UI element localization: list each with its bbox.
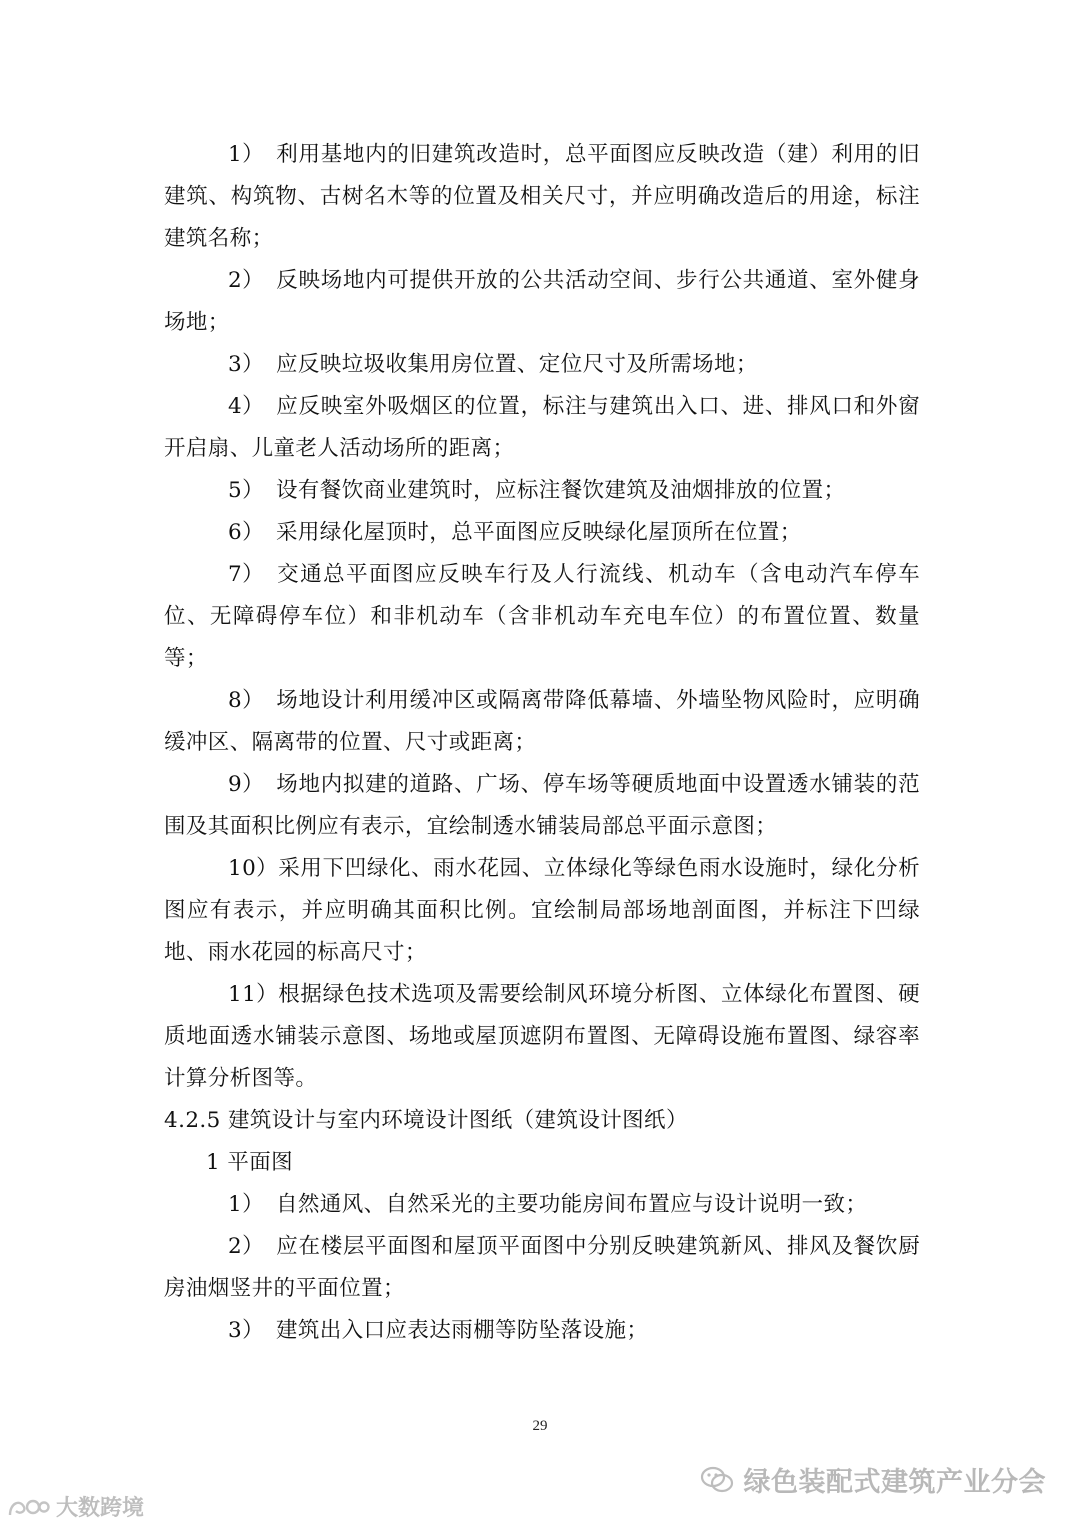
list-item-paragraph: [164, 764, 920, 848]
item-number: 4）: [228, 394, 264, 419]
item-text: 自然通风、自然采光的主要功能房间布置应与设计说明一致；: [276, 1192, 868, 1217]
list-item: [164, 470, 920, 512]
item-text: 根据绿色技术选项及需要绘制风环境分析图、立体绿化布置图、硬质地面透水铺装示意图、场地或屋顶遮阴布置图、无障碍设施布置图、绿容率计算分析图等。: [164, 982, 920, 1091]
item-text: 建筑出入口应表达雨棚等防坠落设施；: [276, 1318, 649, 1343]
document-body: [164, 134, 920, 1352]
list-item: [164, 344, 920, 386]
item-number: 3）: [228, 1318, 264, 1343]
list-item: [164, 386, 920, 470]
list-item-paragraph: [164, 1226, 920, 1310]
list-item-paragraph: [164, 974, 920, 1100]
list-item-paragraph: [164, 554, 920, 680]
item-number: 3）: [228, 352, 264, 377]
item-text: 采用下凹绿化、雨水花园、立体绿化等绿色雨水设施时，绿化分析图应有表示，并应明确其面积比例。宜绘制局部场地剖面图，并标注下凹绿地、雨水花园的标高尺寸；: [164, 856, 920, 965]
item-text: 采用绿化屋顶时，总平面图应反映绿化屋顶所在位置；: [276, 520, 802, 545]
watermark-text: 大数跨境: [56, 1496, 145, 1521]
list-item-paragraph: [164, 512, 920, 554]
page-number: 29: [532, 1418, 548, 1434]
item-number: 6）: [228, 520, 264, 545]
item-text: 交通总平面图应反映车行及人行流线、机动车（含电动汽车停车位、无障碍停车位）和非机动车（含非机动车充电车位）的布置位置、数量等；: [164, 562, 920, 671]
item-number: 7）: [228, 562, 264, 587]
list-item: [164, 764, 920, 848]
item-text: 场地内拟建的道路、广场、停车场等硬质地面中设置透水铺装的范围及其面积比例应有表示，宜绘制透水铺装局部总平面示意图；: [164, 772, 920, 839]
item-number: 11）: [228, 982, 279, 1007]
list-item: [164, 848, 920, 974]
list-item: [164, 512, 920, 554]
list-item-paragraph: [164, 344, 920, 386]
list-item-paragraph: [164, 134, 920, 260]
list-item: [164, 680, 920, 764]
item-text: 场地设计利用缓冲区或隔离带降低幕墙、外墙坠物风险时，应明确缓冲区、隔离带的位置、尺寸或距离；: [164, 688, 920, 755]
item-text: 利用基地内的旧建筑改造时，总平面图应反映改造（建）利用的旧建筑、构筑物、古树名木等的位置及相关尺寸，并应明确改造后的用途，标注建筑名称；: [164, 142, 920, 251]
item-text: 反映场地内可提供开放的公共活动空间、步行公共通道、室外健身场地；: [164, 268, 920, 335]
list-item-paragraph: [164, 260, 920, 344]
item-number: 2）: [228, 1234, 264, 1259]
item-text: 设有餐饮商业建筑时，应标注餐饮建筑及油烟排放的位置；: [276, 478, 846, 503]
watermark-source: [6, 1491, 144, 1522]
watermark-wechat: [700, 1460, 1047, 1499]
item-number: 1）: [228, 1192, 264, 1217]
list-item: [164, 260, 920, 344]
item-text: 应反映垃圾收集用房位置、定位尺寸及所需场地；: [276, 352, 758, 377]
list-item: [164, 1184, 920, 1226]
list-item-paragraph: [164, 1184, 920, 1226]
list-item-paragraph: [164, 470, 920, 512]
wechat-icon: [700, 1465, 734, 1495]
item-text: 应在楼层平面图和屋顶平面图中分别反映建筑新风、排风及餐饮厨房油烟竖井的平面位置；: [164, 1234, 920, 1301]
item-number: 9）: [228, 772, 264, 797]
item-number: 1）: [228, 142, 264, 167]
item-number: 8）: [228, 688, 264, 713]
list-item-paragraph: [164, 1310, 920, 1352]
list-item: [164, 134, 920, 260]
sub-heading: 1 平面图: [206, 1150, 294, 1175]
list-item: [164, 554, 920, 680]
list-item-paragraph: [164, 386, 920, 470]
list-item-paragraph: [164, 848, 920, 974]
item-number: 5）: [228, 478, 264, 503]
list-item: [164, 974, 920, 1100]
list-item: [164, 1310, 920, 1352]
item-text: 应反映室外吸烟区的位置，标注与建筑出入口、进、排风口和外窗开启扇、儿童老人活动场所的距离；: [164, 394, 920, 461]
item-number: 10）: [228, 856, 279, 881]
list-item-paragraph: [164, 680, 920, 764]
section-heading: 4.2.5 建筑设计与室内环境设计图纸（建筑设计图纸）: [164, 1108, 688, 1133]
list-item: [164, 1226, 920, 1310]
logo-icon: [6, 1495, 50, 1519]
item-number: 2）: [228, 268, 264, 293]
watermark-text: 绿色装配式建筑产业分会: [743, 1467, 1046, 1498]
